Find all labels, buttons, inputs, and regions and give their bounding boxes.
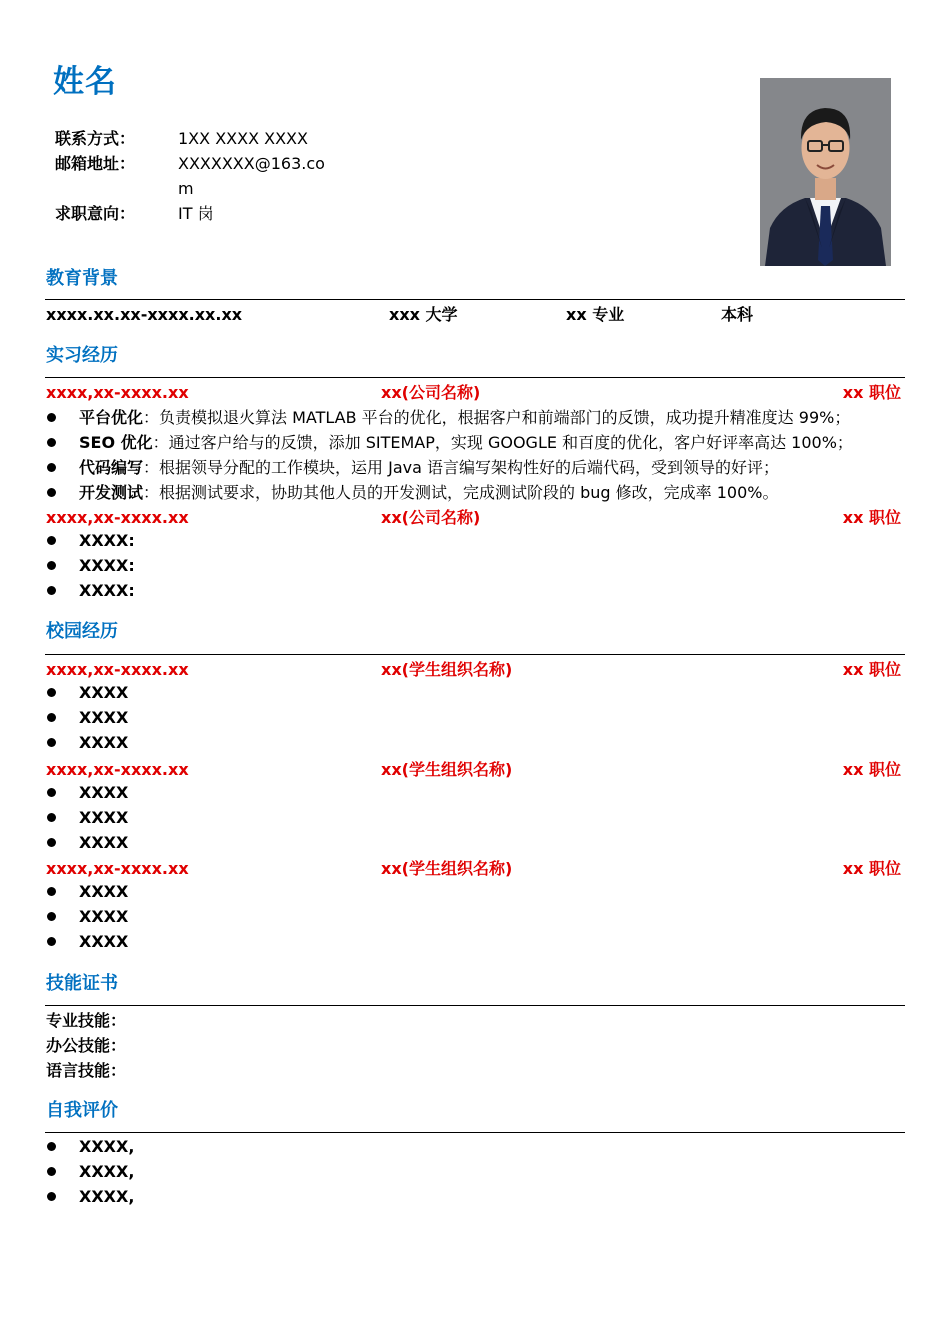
list-item bbox=[46, 730, 906, 755]
bullet-icon bbox=[47, 713, 56, 722]
campus-position: xx 职位 bbox=[842, 859, 901, 878]
item-text: XXXX bbox=[79, 708, 129, 727]
bullet-icon bbox=[47, 536, 56, 545]
item-text: XXXX bbox=[79, 882, 129, 901]
resume-name: 姓名 bbox=[53, 64, 117, 100]
campus-org: xx(学生组织名称) bbox=[381, 760, 513, 779]
education-degree: 本科 bbox=[721, 305, 754, 324]
item-text: ：通过客户给与的反馈，添加 SITEMAP，实现 GOOGLE 和百度的优化，客户好评率高达 100%； bbox=[152, 433, 853, 452]
contact-row-phone bbox=[55, 126, 328, 151]
skill-item: 专业技能： bbox=[46, 1011, 127, 1030]
list-item bbox=[46, 405, 906, 430]
campus-header bbox=[46, 757, 901, 782]
contact-value: XXXXXXX@163.com bbox=[178, 154, 325, 198]
bullet-icon bbox=[47, 813, 56, 822]
bullet-icon bbox=[47, 1192, 56, 1201]
bullet-icon bbox=[47, 937, 56, 946]
item-text: XXXX bbox=[79, 683, 129, 702]
item-label: XXXX: bbox=[79, 581, 135, 600]
contact-label: 联系方式： bbox=[55, 129, 136, 148]
item-label: 平台优化 bbox=[79, 408, 144, 427]
item-text: ：根据测试要求，协助其他人员的开发测试，完成测试阶段的 bug 修改，完成率 100%。 bbox=[143, 483, 779, 502]
contact-label: 邮箱地址： bbox=[55, 154, 136, 173]
contact-block bbox=[55, 126, 328, 226]
internship-header bbox=[46, 505, 901, 530]
bullet-icon bbox=[47, 887, 56, 896]
section-title-self-eval: 自我评价 bbox=[46, 1100, 118, 1121]
item-text: XXXX bbox=[79, 932, 129, 951]
internship-position: xx 职位 bbox=[842, 383, 901, 402]
internship-header bbox=[46, 380, 901, 405]
campus-org: xx(学生组织名称) bbox=[381, 660, 513, 679]
item-text: XXXX, bbox=[79, 1187, 135, 1206]
list-item bbox=[46, 528, 906, 553]
bullet-icon bbox=[47, 438, 56, 447]
list-item bbox=[46, 705, 906, 730]
campus-position: xx 职位 bbox=[842, 660, 901, 679]
internship-position: xx 职位 bbox=[842, 508, 901, 527]
list-item bbox=[46, 879, 906, 904]
list-item bbox=[46, 430, 906, 455]
item-text: XXXX, bbox=[79, 1137, 135, 1156]
education-major: xx 专业 bbox=[566, 305, 625, 324]
list-item bbox=[46, 780, 906, 805]
contact-row-job bbox=[55, 201, 328, 226]
section-title-skills: 技能证书 bbox=[46, 973, 118, 994]
bullet-icon bbox=[47, 561, 56, 570]
list-item bbox=[46, 553, 906, 578]
list-item bbox=[46, 805, 906, 830]
campus-position: xx 职位 bbox=[842, 760, 901, 779]
internship-dates: xxxx,xx-xxxx.xx bbox=[46, 508, 189, 527]
education-row bbox=[46, 302, 901, 327]
education-dates: xxxx.xx.xx-xxxx.xx.xx bbox=[46, 305, 243, 324]
list-item bbox=[46, 1184, 906, 1209]
list-item bbox=[46, 480, 906, 505]
skill-item: 语言技能： bbox=[46, 1061, 127, 1080]
bullet-icon bbox=[47, 838, 56, 847]
item-text: ：负责模拟退火算法 MATLAB 平台的优化，根据客户和前端部门的反馈，成功提升精准度达 99%； bbox=[143, 408, 851, 427]
skill-item: 办公技能： bbox=[46, 1036, 127, 1055]
person-portrait-icon bbox=[760, 78, 891, 266]
list-item bbox=[46, 680, 906, 705]
bullet-icon bbox=[47, 1167, 56, 1176]
list-item bbox=[46, 929, 906, 954]
item-text: XXXX, bbox=[79, 1162, 135, 1181]
campus-dates: xxxx,xx-xxxx.xx bbox=[46, 660, 189, 679]
item-label: SEO 优化 bbox=[79, 433, 153, 452]
bullet-icon bbox=[47, 1142, 56, 1151]
internship-company: xx(公司名称) bbox=[381, 383, 481, 402]
list-item bbox=[46, 578, 906, 603]
section-title-internship: 实习经历 bbox=[46, 345, 118, 366]
profile-photo bbox=[760, 78, 891, 266]
item-label: XXXX: bbox=[79, 556, 135, 575]
campus-header bbox=[46, 657, 901, 682]
list-item bbox=[46, 455, 906, 480]
bullet-icon bbox=[47, 413, 56, 422]
campus-dates: xxxx,xx-xxxx.xx bbox=[46, 859, 189, 878]
bullet-icon bbox=[47, 738, 56, 747]
item-label: XXXX: bbox=[79, 531, 135, 550]
section-divider bbox=[45, 1132, 905, 1133]
campus-header bbox=[46, 856, 901, 881]
education-school: xxx 大学 bbox=[389, 305, 458, 324]
bullet-icon bbox=[47, 912, 56, 921]
contact-label: 求职意向： bbox=[55, 204, 136, 223]
bullet-icon bbox=[47, 688, 56, 697]
bullet-icon bbox=[47, 586, 56, 595]
list-item bbox=[46, 1159, 906, 1184]
list-item bbox=[46, 830, 906, 855]
item-text: XXXX bbox=[79, 833, 129, 852]
list-item bbox=[46, 1134, 906, 1159]
item-label: 代码编写 bbox=[79, 458, 144, 477]
section-title-campus: 校园经历 bbox=[46, 621, 118, 642]
campus-dates: xxxx,xx-xxxx.xx bbox=[46, 760, 189, 779]
item-text: XXXX bbox=[79, 907, 129, 926]
section-divider bbox=[45, 299, 905, 300]
contact-value: IT 岗 bbox=[178, 204, 214, 223]
item-text: XXXX bbox=[79, 783, 129, 802]
bullet-icon bbox=[47, 488, 56, 497]
campus-org: xx(学生组织名称) bbox=[381, 859, 513, 878]
bullet-icon bbox=[47, 463, 56, 472]
bullet-icon bbox=[47, 788, 56, 797]
section-title-education: 教育背景 bbox=[46, 268, 118, 289]
section-divider bbox=[45, 1005, 905, 1006]
contact-value: 1XX XXXX XXXX bbox=[178, 129, 308, 148]
section-divider bbox=[45, 377, 905, 378]
item-text: XXXX bbox=[79, 808, 129, 827]
item-label: 开发测试 bbox=[79, 483, 144, 502]
contact-row-email bbox=[55, 151, 328, 201]
section-divider bbox=[45, 654, 905, 655]
list-item bbox=[46, 904, 906, 929]
item-text: ：根据领导分配的工作模块，运用 Java 语言编写架构性好的后端代码，受到领导的好评； bbox=[143, 458, 779, 477]
item-text: XXXX bbox=[79, 733, 129, 752]
internship-company: xx(公司名称) bbox=[381, 508, 481, 527]
internship-dates: xxxx,xx-xxxx.xx bbox=[46, 383, 189, 402]
